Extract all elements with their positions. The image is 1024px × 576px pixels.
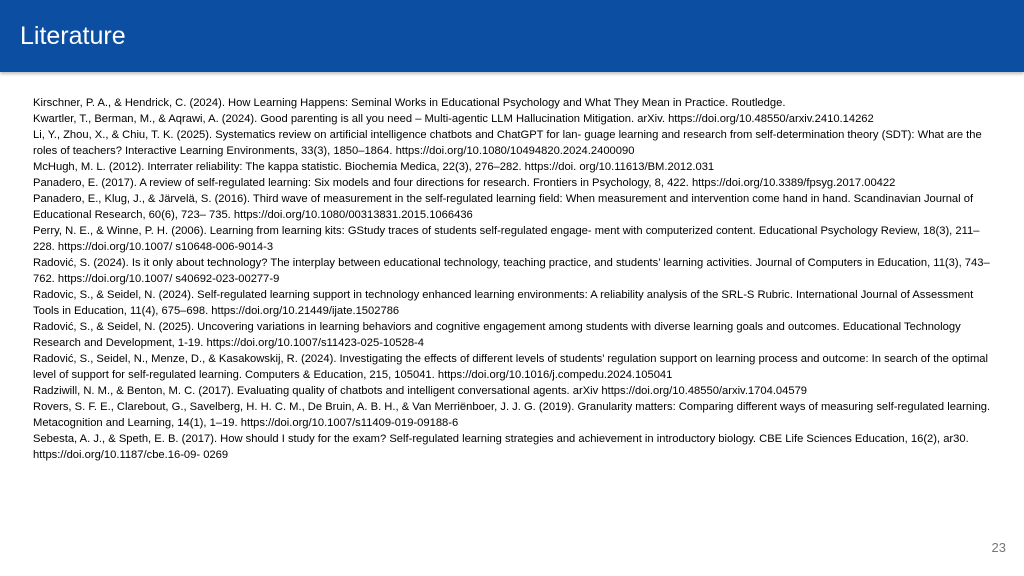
reference-item: McHugh, M. L. (2012). Interrater reliability: The kappa statistic. Biochemia Medica, 22(3), 276–282. https://doi. org/10.11613/BM.2012.031 [33,161,715,173]
reference-item: Perry, N. E., & Winne, P. H. (2006). Learning from learning kits: GStudy traces of students self-regulated engage- ment with computerized content. Educational Psychology Review, 18(3), 211–228. https://doi.org/10.1007/ s10648-006-9014-3 [33,225,980,253]
reference-list [33,95,993,463]
reference-item: Radovic, S., & Seidel, N. (2024). Self-regulated learning support in technology enhanced learning environments: A reliability analysis of the SRL-S Rubric. International Journal of Assessment Tools in Education, 11(4), 675–698. https://doi.org/10.21449/ijate.1502786 [33,289,974,317]
reference-item: Radziwill, N. M., & Benton, M. C. (2017). Evaluating quality of chatbots and intelligent conversational agents. arXiv https://doi.org/10.48550/arxiv.1704.04579 [33,385,808,397]
slide-title: Literature [20,22,126,50]
reference-item: Radović, S., Seidel, N., Menze, D., & Kasakowskij, R. (2024). Investigating the effects of different levels of students’ regulation support on learning process and outcome: In search of the optimal level of support for self-regulated learning. Computers & Education, 215, 105041. https://doi.org/10.1016/j.compedu.2024.105041 [33,353,988,381]
reference-item: Panadero, E., Klug, J., & Järvelä, S. (2016). Third wave of measurement in the self-regulated learning field: When measurement and intervention come hand in hand. Scandinavian Journal of Educational Research, 60(6), 723– 735. https://doi.org/10.1080/00313831.2015.1066436 [33,193,974,221]
slide-header [0,0,1024,72]
reference-item: Sebesta, A. J., & Speth, E. B. (2017). How should I study for the exam? Self-regulated learning strategies and achievement in introductory biology. CBE Life Sciences Education, 16(2), ar30. https://doi.org/10.1187/cbe.16-09- 0269 [33,433,969,461]
reference-item: Radović, S. (2024). Is it only about technology? The interplay between educational technology, teaching practice, and students’ learning activities. Journal of Computers in Education, 11(3), 743–762. https://doi.org/10.1007/ s40692-023-00277-9 [33,257,990,285]
reference-item: Radović, S., & Seidel, N. (2025). Uncovering variations in learning behaviors and cognitive engagement among students with diverse learning goals and outcomes. Educational Technology Research and Development, 1-19. https://doi.org/10.1007/s11423-025-10528-4 [33,321,961,349]
reference-item: Panadero, E. (2017). A review of self-regulated learning: Six models and four directions for research. Frontiers in Psychology, 8, 422. https://doi.org/10.3389/fpsyg.2017.00422 [33,177,896,189]
reference-item: Rovers, S. F. E., Clarebout, G., Savelberg, H. H. C. M., De Bruin, A. B. H., & Van Merriënboer, J. J. G. (2019). Granularity matters: Comparing different ways of measuring self-regulated learning. Metacognition and Learning, 14(1), 1–19. https://doi.org/10.1007/s11409-019-09188-6 [33,401,991,429]
page-number: 23 [991,540,1006,555]
reference-item: Kirschner, P. A., & Hendrick, C. (2024). How Learning Happens: Seminal Works in Educational Psychology and What They Mean in Practice. Routledge. [33,97,786,109]
reference-item: Kwartler, T., Berman, M., & Aqrawi, A. (2024). Good parenting is all you need – Multi-agentic LLM Hallucination Mitigation. arXiv. https://doi.org/10.48550/arxiv.2410.14262 [33,113,874,125]
reference-item: Li, Y., Zhou, X., & Chiu, T. K. (2025). Systematics review on artificial intelligence chatbots and ChatGPT for lan- guage learning and research from self-determination theory (SDT): What are the roles of teachers? Interactive Learning Environments, 33(3), 1850–1864. https://doi.org/10.1080/10494820.2024.2400090 [33,129,982,157]
